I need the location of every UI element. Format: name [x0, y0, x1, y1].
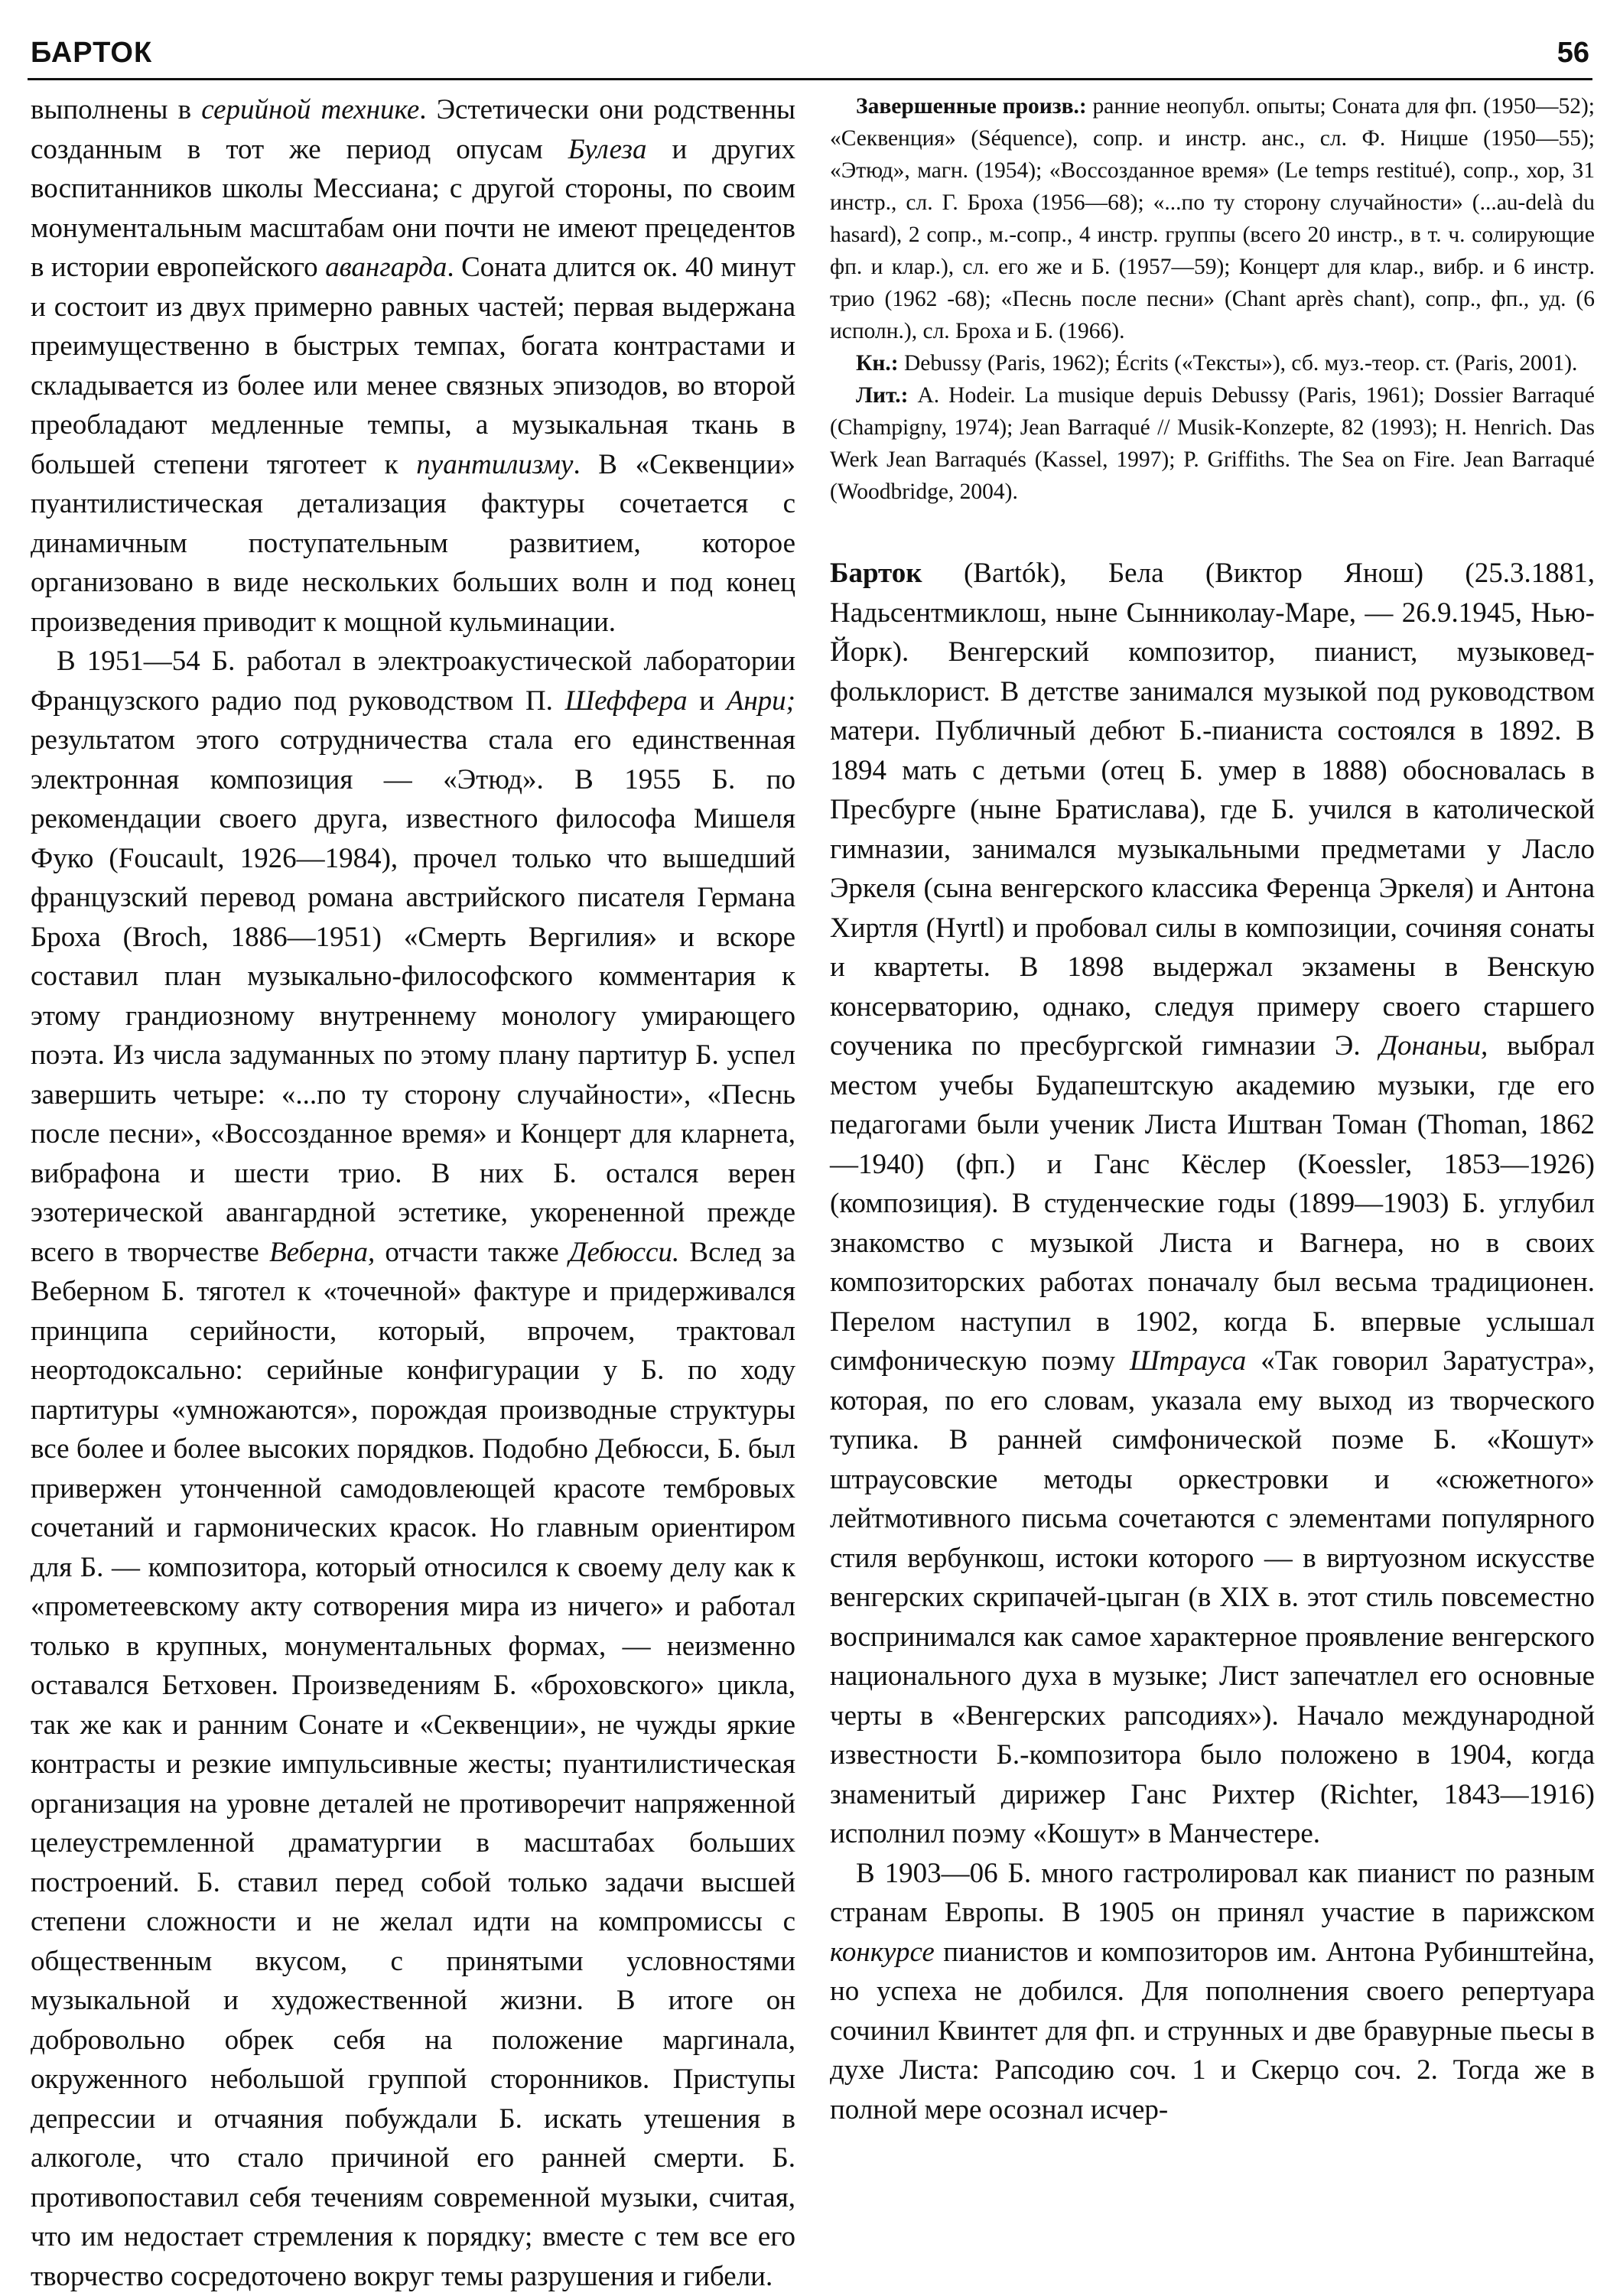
books-list — [830, 347, 1595, 379]
literature-text: A. Hodeir. La musique depuis Debussy (Paris, 1961); Dossier Barraqué (Champigny, 1974); Jean Barraqué // Musik-Konzepte, 82 (1993); H. Henrich. Das Werk Jean Barraqués (Kassel, 1997); P. Griffiths. The Sea on Fire. Jean Barraqué (Woodbridge, 2004). — [830, 383, 1595, 504]
text-run: «Так говорил Заратустра», которая, по его словам, указала ему выход из творческого тупика. В ранней симфонической поэме Б. «Кошут» штраусовские методы оркестровки и «сюжетного» лейтмотивного письма сочетаются с элементами популярного стиля вербункош, истоки которого — в виртуозном искусстве венгерских скрипачей-цыган (в XIX в. этот стиль повсеместно воспринимался как самое характерное проявление венгерского национального духа в музыке; Лист запечатлел его основные черты в «Венгерских рапсодиях»). Начало международной известности Б.-композитора было положено в 1904, когда знаменитый дирижер Ганс Рихтер (Richter, 1843—1916) исполнил поэму «Кошут» в Манчестере. — [830, 1345, 1595, 1849]
literature-list — [830, 379, 1595, 508]
text-run: и других воспитанников школы Мессиана; с другой стороны, по своим монументальным масштабам они почти не имеют прецедентов в истории европейского — [31, 133, 795, 283]
cross-reference: пуантилизму — [416, 448, 574, 480]
cross-reference: Донаньи, — [1379, 1030, 1488, 1062]
right-column — [830, 90, 1595, 2129]
paragraph — [31, 90, 795, 642]
cross-reference: Шеффера — [564, 685, 688, 717]
text-run: . Соната длится ок. 40 минут и состоит из двух примерно равных частей; первая выдержана преимущественно в быстрых темпах, богата контрастами и складывается из более или менее связных эпизодов, во второй преобладают медленные темпы, а музыкальная ткань в большей степени тяготеет к — [31, 252, 795, 480]
text-run: выбрал местом учебы Будапештскую академию музыки, где его педагогами были ученик Листа Иштван Томан (Thoman, 1862—1940) (фп.) и Ганс Кёслер (Koessler, 1853—1926) (композиция). В студенческие годы (1899—1903) Б. углубил знакомство с музыкой Листа и Вагнера, но в своих композиторских работах поначалу был весьма традиционен. Перелом наступил в 1902, когда Б. впервые услышал симфоническую поэму — [830, 1030, 1595, 1377]
text-run: . Эстетически они родственны созданным в тот же период опусам — [31, 94, 795, 165]
text-run: Вслед за Веберном Б. тяготел к «точечной» фактуре и придерживался принципа серийности, который, впрочем, трактовал неортодоксально: серийные конфигурации у Б. по ходу партитуры «умножаются», порождая производные структуры все более и более высоких порядков. Подобно Дебюсси, Б. был привержен утонченной самодовлеющей красоте тембровых сочетаний и гармонических красок. Но главным ориентиром для Б. — композитора, который относился к своему делу как к «прометеевскому акту сотворения мира из ничего» и работал только в крупных, монументальных формах, — неизменно оставался Бетховен. Произведениям Б. «броховского» цикла, так же как и ранним Сонате и «Секвенции», не чужды яркие контрасты и резкие импульсивные жесты; пуантилистическая организация на уровне деталей не противоречит напряженной целеустремленной драматургии в масштабах больших построений. Б. ставил перед собой только задачи высшей степени сложности и не желал идти на компромиссы с общественным вкусом, с принятыми условностями музыкальной и художественной жизни. В итоге он добровольно обрек себя на положение маргинала, окруженного небольшой группой сторонников. Приступы депрессии и отчаяния побуждали Б. искать утешения в алкоголе, что стало причиной его ранней смерти. Б. противопоставил себя течениям современной музыки, считая, что им недостает стремления к порядку; вместе с тем все его творчество сосредоточено вокруг темы разрушения и гибели. — [31, 1236, 795, 2292]
entry-headword: Барток — [830, 558, 922, 589]
cross-reference: конкурсе — [830, 1936, 935, 1968]
works-text: ранние неопубл. опыты; Соната для фп. (1950—52); «Секвенция» (Séquence), сопр. и инстр. анс., сл. Ф. Ницше (1950—55); «Этюд», магн. (1954); «Воссозданное время» (Le temps restitué), сопр., хор, 31 инстр., сл. Г. Броха (1956—68); «...по ту сторону случайности» (...au-delà du hasard), 2 сопр., м.-сопр., 4 инстр. группы (всего 20 инстр., в т. ч. солирующие фп. и клар.), сл. его же и Б. (1957—59); Концерт для клар., вибр. и 6 инстр. трио (1962 -68); «Песнь после песни» (Chant après chant), сопр., фп., уд. (6 исполн.), сл. Броха и Б. (1966). — [830, 94, 1595, 343]
paragraph — [31, 642, 795, 2296]
cross-reference: Анри; — [726, 685, 795, 717]
text-run: выполнены в — [31, 94, 202, 125]
text-run: и — [687, 685, 727, 717]
text-run: . В «Секвенции» пуантилистическая детализация фактуры сочетается с динамичным поступательным развитием, которое организовано в виде нескольких больших волн и под конец произведения приводит к мощной кульминации. — [31, 448, 795, 638]
cross-reference: авангарда — [325, 252, 447, 283]
literature-label: Лит.: — [856, 383, 909, 408]
left-column — [31, 90, 795, 2296]
running-head: БАРТОК — [31, 37, 153, 69]
cross-reference: Дебюсси. — [568, 1236, 680, 1268]
bibliography-block — [830, 90, 1595, 508]
text-run: В 1951—54 Б. работал в электроакустической лаборатории Французского радио под руководством П. — [31, 646, 795, 717]
page-number: 56 — [1557, 37, 1589, 69]
page-header — [0, 0, 1620, 92]
works-label: Завершенные произв.: — [856, 94, 1087, 119]
cross-reference: Веберна, — [269, 1236, 376, 1268]
text-run: В 1903—06 Б. много гастролировал как пианист по разным странам Европы. В 1905 он принял участие в парижском — [830, 1857, 1595, 1928]
text-run: пианистов и композиторов им. Антона Рубинштейна, но успеха не добился. Для пополнения своего репертуара сочинил Квинтет для фп. и струнных и две бравурные пьесы в духе Листа: Рапсодию соч. 1 и Скерцо соч. 2. Тогда же в полной мере осознал исчер- — [830, 1936, 1595, 2125]
text-run: результатом этого сотрудничества стала его единственная электронная композиция — «Этюд». В 1955 Б. по рекомендации своего друга, известного философа Мишеля Фуко (Foucault, 1926—1984), прочел только что вышедший французский перевод романа австрийского писателя Германа Броха (Broch, 1886—1951) «Смерть Вергилия» и вскоре составил план музыкально-философского комментария к этому грандиозному внутреннему монологу умирающего поэта. Из числа задуманных по этому плану партитур Б. успел завершить четыре: «...по ту сторону случайности», «Песнь после песни», «Воссозданное время» и Концерт для кларнета, вибрафона и шести трио. В них Б. остался верен эзотерической авангардной эстетике, укорененной прежде всего в творчестве — [31, 724, 795, 1268]
cross-reference: серийной технике — [201, 94, 420, 125]
header-rule — [28, 78, 1592, 80]
text-run: отчасти также — [375, 1236, 569, 1268]
paragraph — [830, 554, 1595, 1854]
books-text: Debussy (Paris, 1962); Écrits («Тексты»), сб. муз.-теор. ст. (Paris, 2001). — [898, 351, 1578, 376]
article-continuation — [31, 90, 795, 2296]
cross-reference: Штрауса — [1130, 1345, 1247, 1377]
entry-bartok — [830, 554, 1595, 2129]
works-list — [830, 90, 1595, 347]
cross-reference: Булеза — [568, 133, 647, 165]
paragraph — [830, 1854, 1595, 2130]
text-run: (Bartók), Бела (Виктор Янош) (25.3.1881, Надьсентмиклош, ныне Сынниколау-Маре, — 26.9.1945, Нью-Йорк). Венгерский композитор, пианист, музыковед-фольклорист. В детстве занимался музыкой под руководством матери. Публичный дебют Б.-пианиста состоялся в 1892. В 1894 мать с детьми (отец Б. умер в 1888) обосновалась в Пресбурге (ныне Братислава), где Б. учился в католической гимназии, занимался музыкальными предметами у Ласло Эркеля (сына венгерского классика Ференца Эркеля) и Антона Хиртля (Hyrtl) и пробовал силы в композиции, сочиняя сонаты и квартеты. В 1898 выдержал экзамены в Венскую консерваторию, однако, следуя примеру своего старшего соученика по пресбургской гимназии Э. — [830, 558, 1595, 1062]
books-label: Кн.: — [856, 351, 899, 376]
